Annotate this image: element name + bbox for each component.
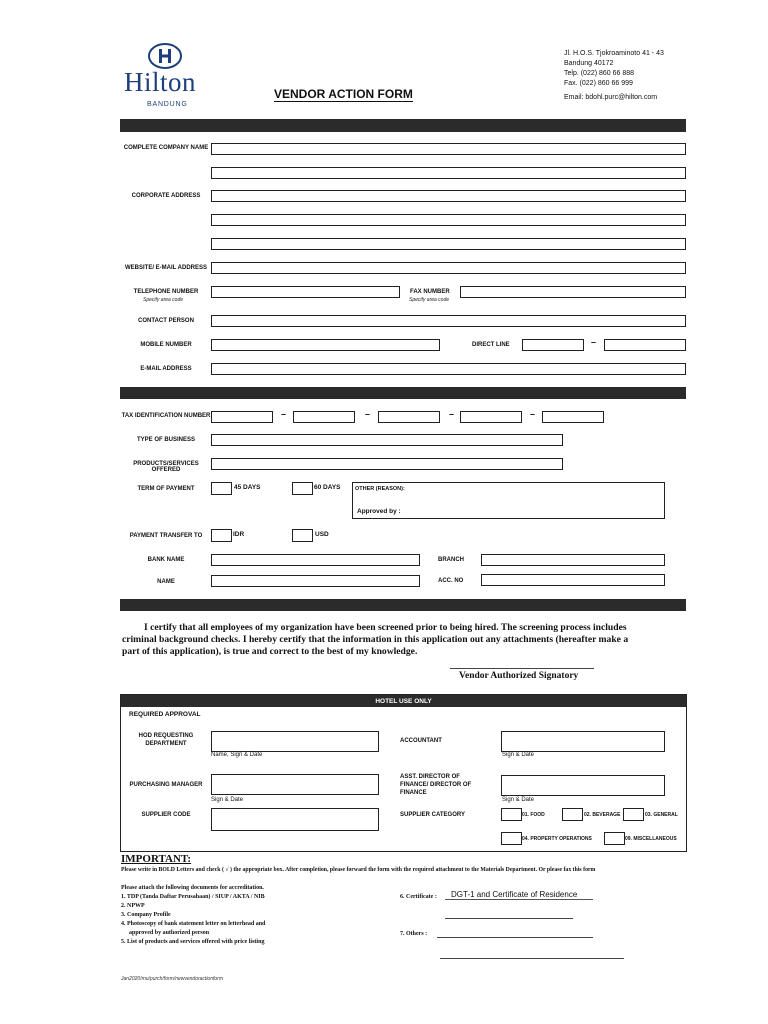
separator: – — [365, 409, 371, 419]
category-beverage-checkbox[interactable] — [562, 808, 583, 821]
category-misc-checkbox[interactable] — [604, 832, 625, 845]
attachment-list-title: Please attach the following documents for accreditation. — [121, 885, 264, 891]
company-name-field-2[interactable] — [211, 167, 686, 179]
usd-checkbox[interactable] — [292, 529, 313, 542]
approved-by-label: Approved by : — [357, 508, 401, 515]
term-of-payment-label: TERM OF PAYMENT — [137, 486, 195, 492]
idr-label: IDR — [233, 531, 245, 538]
company-name-field[interactable] — [211, 143, 686, 155]
purchasing-manager-field[interactable] — [211, 774, 379, 795]
signature-line-bottom[interactable] — [440, 958, 624, 959]
tax-id-label: TAX IDENTIFICATION NUMBER — [121, 413, 211, 419]
required-approval-label: REQUIRED APPROVAL — [129, 711, 201, 718]
supplier-code-label: SUPPLIER CODE — [141, 812, 191, 818]
supplier-code-field[interactable] — [211, 808, 379, 831]
mobile-label: MOBILE NUMBER — [140, 342, 192, 348]
products-label: PRODUCTS/SERVICES OFFERED — [133, 461, 199, 473]
direct-line-label: DIRECT LINE — [472, 342, 510, 348]
accountant-signature-field[interactable] — [501, 731, 665, 752]
tax-id-field-2[interactable] — [293, 411, 355, 423]
telephone-label: TELEPHONE NUMBER — [133, 289, 199, 295]
category-property-label: 04. PROPERTY OPERATIONS — [522, 836, 592, 842]
separator: – — [449, 409, 455, 419]
days-45-label: 45 DAYS — [234, 484, 261, 491]
attachment-list — [121, 884, 265, 947]
list-item: 5. List of products and services offered with price listing — [121, 939, 265, 945]
purchasing-manager-label: PURCHASING MANAGER — [129, 782, 203, 788]
list-item: 2. NPWP — [121, 903, 145, 909]
company-name-label: COMPLETE COMPANY NAME — [123, 145, 209, 151]
category-food-label: 01. FOOD — [522, 812, 545, 818]
certificate-line-2[interactable] — [445, 918, 573, 919]
acc-no-field[interactable] — [481, 574, 665, 586]
important-note: Please write in BOLD Letters and check ( √ ) the appropriate box. After completion, please forward the form with the required attachment to the Materials Department. Or please fax this form — [121, 867, 596, 873]
important-title: IMPORTANT: — [121, 853, 192, 865]
signatory-label: Vendor Authorized Signatory — [459, 671, 579, 681]
others-field[interactable] — [437, 937, 593, 938]
supplier-category-label: SUPPLIER CATEGORY — [400, 812, 466, 818]
other-reason-field[interactable] — [352, 482, 665, 519]
category-beverage-label: 02. BEVERAGE — [584, 812, 621, 818]
payment-transfer-label: PAYMENT TRANSFER TO — [129, 533, 203, 539]
asst-director-label: ASST. DIRECTOR OF FINANCE/ DIRECTOR OF FINANCE — [400, 774, 472, 796]
hotel-address: Jl. H.O.S. Tjokroaminoto 41 - 43 Bandung 40172 Telp. (022) 860 66 888 Fax. (022) 860 66 999 Email: bdohl.purc@hilton.com — [564, 50, 664, 101]
account-name-label: NAME — [157, 579, 175, 585]
category-general-label: 03. GENERAL — [645, 812, 678, 818]
website-label: WEBSITE/ E-MAIL ADDRESS — [124, 265, 207, 271]
address-field-3[interactable] — [211, 238, 686, 250]
address-field-1[interactable] — [211, 190, 686, 202]
direct-line-field-2[interactable] — [604, 339, 686, 351]
telephone-field[interactable] — [211, 286, 400, 298]
tax-id-field-3[interactable] — [378, 411, 440, 423]
section-divider — [120, 387, 686, 399]
bank-name-field[interactable] — [211, 554, 420, 566]
category-general-checkbox[interactable] — [623, 808, 644, 821]
director-signature-field[interactable] — [501, 775, 665, 796]
telephone-hint: Specify area code — [143, 297, 184, 303]
certification-text: I certify that all employees of my organization have been screened prior to being hired. The screening process includes criminal background checks. I hereby certify that the information in this application out any attachments (hereafter make a part of this application), is true and correct to the best of my knowledge. — [122, 622, 629, 657]
purchasing-hint: Sign & Date — [211, 797, 244, 803]
idr-checkbox[interactable] — [211, 529, 232, 542]
hod-signature-field[interactable] — [211, 731, 379, 752]
section-divider — [120, 119, 686, 132]
email-label: E-MAIL ADDRESS — [140, 366, 192, 372]
bank-name-label: BANK NAME — [147, 557, 185, 563]
brand-city: BANDUNG — [147, 101, 188, 108]
type-of-business-label: TYPE OF BUSINESS — [136, 437, 195, 443]
category-food-checkbox[interactable] — [501, 808, 522, 821]
list-item: 1. TDP (Tanda Daftar Perusahaan) / SIUP / AKTA / NIB — [121, 894, 265, 900]
list-item: approved by authorized person — [129, 930, 210, 936]
tax-id-field-1[interactable] — [211, 411, 273, 423]
accountant-label: ACCOUNTANT — [400, 738, 442, 744]
separator: – — [530, 409, 536, 419]
days-60-checkbox[interactable] — [292, 482, 313, 495]
other-reason-label: OTHER (REASON): — [355, 486, 405, 492]
section-divider — [120, 599, 686, 611]
page-title: VENDOR ACTION FORM — [274, 87, 413, 101]
website-field[interactable] — [211, 262, 686, 274]
days-45-checkbox[interactable] — [211, 482, 232, 495]
list-item: 4. Photoscopy of bank statement letter on letterhead and — [121, 921, 266, 927]
address-field-2[interactable] — [211, 214, 686, 226]
accountant-hint: Sign & Date — [502, 752, 535, 758]
signature-line[interactable] — [450, 668, 594, 669]
list-item: 3. Company Profile — [121, 912, 171, 918]
tax-id-field-4[interactable] — [460, 411, 522, 423]
separator: – — [281, 409, 287, 419]
brand-name: Hilton — [124, 67, 197, 97]
fax-label: FAX NUMBER — [410, 289, 450, 295]
contact-person-label: CONTACT PERSON — [138, 318, 194, 324]
separator: – — [591, 337, 597, 347]
hod-hint: Name, Sign & Date — [211, 752, 263, 758]
hotel-use-header: HOTEL USE ONLY — [121, 695, 686, 707]
others-label: 7. Others : — [400, 931, 428, 937]
director-hint: Sign & Date — [502, 797, 535, 803]
days-60-label: 60 DAYS — [314, 484, 341, 491]
tax-id-field-5[interactable] — [542, 411, 604, 423]
corporate-address-label: CORPORATE ADDRESS — [131, 193, 201, 199]
fax-hint: Specify area code — [409, 297, 450, 303]
category-property-checkbox[interactable] — [501, 832, 522, 845]
direct-line-field-1[interactable] — [522, 339, 584, 351]
certificate-field[interactable]: DGT-1 and Certificate of Residence — [445, 890, 593, 900]
category-misc-label: 09. MISCELLANEOUS — [625, 836, 677, 842]
products-field[interactable] — [211, 458, 563, 470]
email-field[interactable] — [211, 363, 686, 375]
type-of-business-field[interactable] — [211, 434, 563, 446]
certificate-label: 6. Certificate : — [400, 894, 437, 900]
branch-field[interactable] — [481, 554, 665, 566]
hod-label: HOD REQUESTING DEPARTMENT — [138, 733, 194, 747]
branch-label: BRANCH — [438, 557, 464, 563]
hilton-emblem-icon — [147, 42, 183, 70]
mobile-field[interactable] — [211, 339, 440, 351]
acc-no-label: ACC. NO — [438, 578, 464, 584]
usd-label: USD — [315, 531, 329, 538]
contact-person-field[interactable] — [211, 315, 686, 327]
account-name-field[interactable] — [211, 575, 420, 587]
footer-path: Jan2020/mu/purch/form/newvendoractionform — [121, 976, 223, 982]
fax-field[interactable] — [460, 286, 686, 298]
